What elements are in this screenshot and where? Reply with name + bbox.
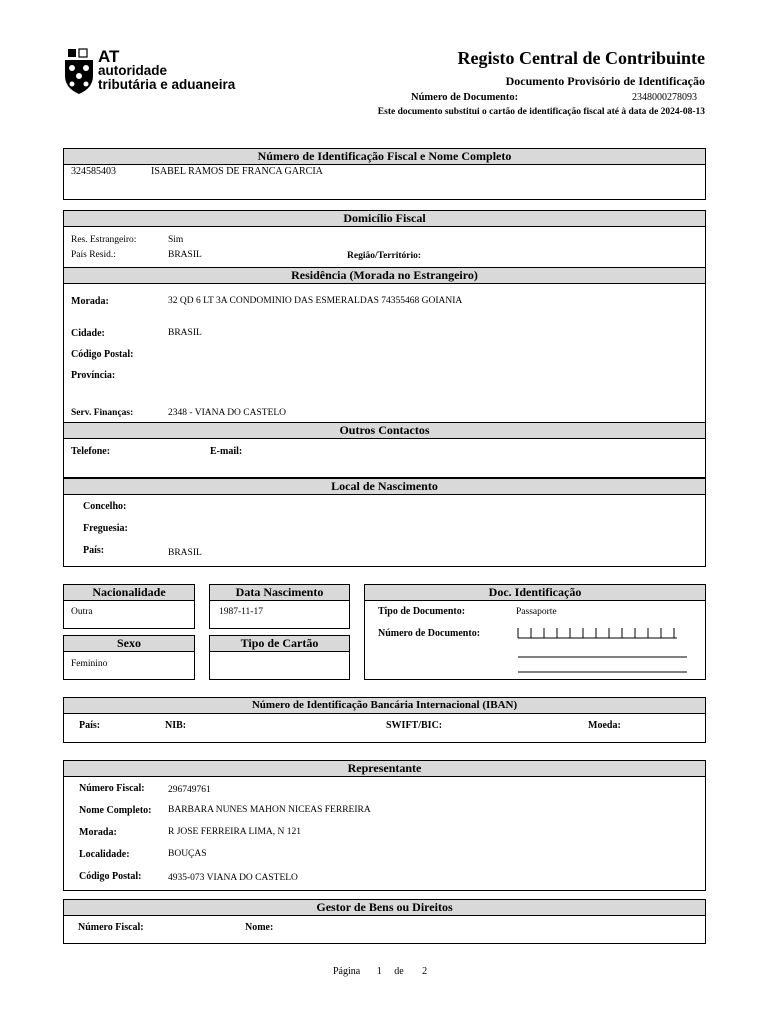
validity-notice: Este documento substitui o cartão de identificação fiscal até à data de 2024-08-13 xyxy=(377,107,705,117)
doc-number-label: Número de Documento: xyxy=(411,92,519,103)
gestor-nome-label: Nome: xyxy=(245,922,274,933)
domicilio-title: Domicílio Fiscal xyxy=(64,211,705,227)
provincia-label: Província: xyxy=(71,370,116,381)
nif-section-title: Número de Identificação Fiscal e Nome Completo xyxy=(64,149,705,165)
sexo-title: Sexo xyxy=(64,636,194,652)
page-number: 1 xyxy=(376,966,382,977)
page-footer xyxy=(333,966,427,977)
page-of-label: de xyxy=(394,966,404,977)
gestor-section xyxy=(63,899,706,944)
domicilio-section xyxy=(63,210,706,478)
tipo-cartao-title: Tipo de Cartão xyxy=(210,636,349,652)
nascimento-section xyxy=(63,478,706,567)
swift-label: SWIFT/BIC: xyxy=(386,720,443,731)
page-subtitle: Documento Provisório de Identificação xyxy=(505,74,705,88)
nacionalidade-value: Outra xyxy=(71,607,93,617)
rep-morada-value: R JOSE FERREIRA LIMA, N 121 xyxy=(168,827,302,837)
numero-documento-label: Número de Documento: xyxy=(378,628,481,639)
serv-financas-value: 2348 - VIANA DO CASTELO xyxy=(168,408,287,418)
tipo-cartao-box xyxy=(209,635,350,680)
doc-identificacao-title: Doc. Identificação xyxy=(365,585,705,601)
at-logo xyxy=(62,46,242,98)
rep-nome-value: BARBARA NUNES MAHON NICEAS FERREIRA xyxy=(168,805,371,815)
cidade-value: BRASIL xyxy=(168,328,202,338)
representante-title: Representante xyxy=(64,761,705,777)
iban-pais-label: País: xyxy=(79,720,101,731)
doc-number: 2348000278093 xyxy=(632,92,697,103)
morada-value: 32 QD 6 LT 3A CONDOMINIO DAS ESMERALDAS 74355468 GOIANIA xyxy=(168,296,463,306)
rep-morada-label: Morada: xyxy=(79,827,117,838)
pais-nascimento-label: País: xyxy=(83,545,105,556)
nacionalidade-title: Nacionalidade xyxy=(64,585,194,601)
rep-nif-label: Número Fiscal: xyxy=(79,783,145,794)
representante-section xyxy=(63,760,706,891)
rep-codigo-postal-value: 4935-073 VIANA DO CASTELO xyxy=(168,873,298,883)
at-emblem-icon xyxy=(62,46,96,96)
logo-line2: tributária e aduaneira xyxy=(98,77,236,92)
logo-line1: autoridade xyxy=(98,63,168,78)
pais-resid-value: BRASIL xyxy=(168,250,202,260)
document-number-grid xyxy=(517,625,687,675)
nacionalidade-box xyxy=(63,584,195,629)
doc-identificacao-box xyxy=(364,584,706,680)
codigo-postal-label: Código Postal: xyxy=(71,349,134,360)
nib-label: NIB: xyxy=(165,720,187,731)
serv-financas-label: Serv. Finanças: xyxy=(71,408,134,418)
rep-nome-label: Nome Completo: xyxy=(79,805,152,816)
data-nascimento-value: 1987-11-17 xyxy=(219,607,263,617)
email-label: E-mail: xyxy=(210,446,243,457)
rep-codigo-postal-label: Código Postal: xyxy=(79,871,142,882)
tipo-documento-value: Passaporte xyxy=(516,607,557,617)
rep-localidade-label: Localidade: xyxy=(79,849,130,860)
gestor-title: Gestor de Bens ou Direitos xyxy=(64,900,705,916)
nif-section xyxy=(63,148,706,200)
data-nascimento-box xyxy=(209,584,350,629)
iban-section xyxy=(63,697,706,743)
tipo-documento-label: Tipo de Documento: xyxy=(378,606,466,617)
morada-label: Morada: xyxy=(71,296,109,307)
concelho-label: Concelho: xyxy=(83,501,127,512)
residencia-title: Residência (Morada no Estrangeiro) xyxy=(64,267,705,284)
nascimento-title: Local de Nascimento xyxy=(64,479,705,495)
page-total: 2 xyxy=(422,966,428,977)
freguesia-label: Freguesia: xyxy=(83,523,128,534)
cidade-label: Cidade: xyxy=(71,328,105,339)
full-name: ISABEL RAMOS DE FRANCA GARCIA xyxy=(151,166,323,177)
moeda-label: Moeda: xyxy=(588,720,621,731)
pais-nascimento-value: BRASIL xyxy=(168,548,202,558)
page-title: Registo Central de Contribuinte xyxy=(457,48,705,68)
data-nascimento-title: Data Nascimento xyxy=(210,585,349,601)
rep-nif-value: 296749761 xyxy=(168,785,211,795)
contactos-title: Outros Contactos xyxy=(64,422,705,439)
gestor-nif-label: Número Fiscal: xyxy=(78,922,144,933)
sexo-box xyxy=(63,635,195,680)
rep-localidade-value: BOUÇAS xyxy=(168,849,207,859)
regiao-label: Região/Território: xyxy=(347,251,422,261)
pais-resid-label: País Resid.: xyxy=(71,250,116,260)
iban-title: Número de Identificação Bancária Internacional (IBAN) xyxy=(64,698,705,714)
logo-abbr: AT xyxy=(98,47,120,66)
telefone-label: Telefone: xyxy=(71,446,111,457)
sexo-value: Feminino xyxy=(71,659,108,669)
nif-value: 324585403 xyxy=(71,166,116,177)
page-label: Página xyxy=(333,966,361,977)
res-estrangeiro-label: Res. Estrangeiro: xyxy=(71,235,137,245)
res-estrangeiro-value: Sim xyxy=(168,235,184,245)
